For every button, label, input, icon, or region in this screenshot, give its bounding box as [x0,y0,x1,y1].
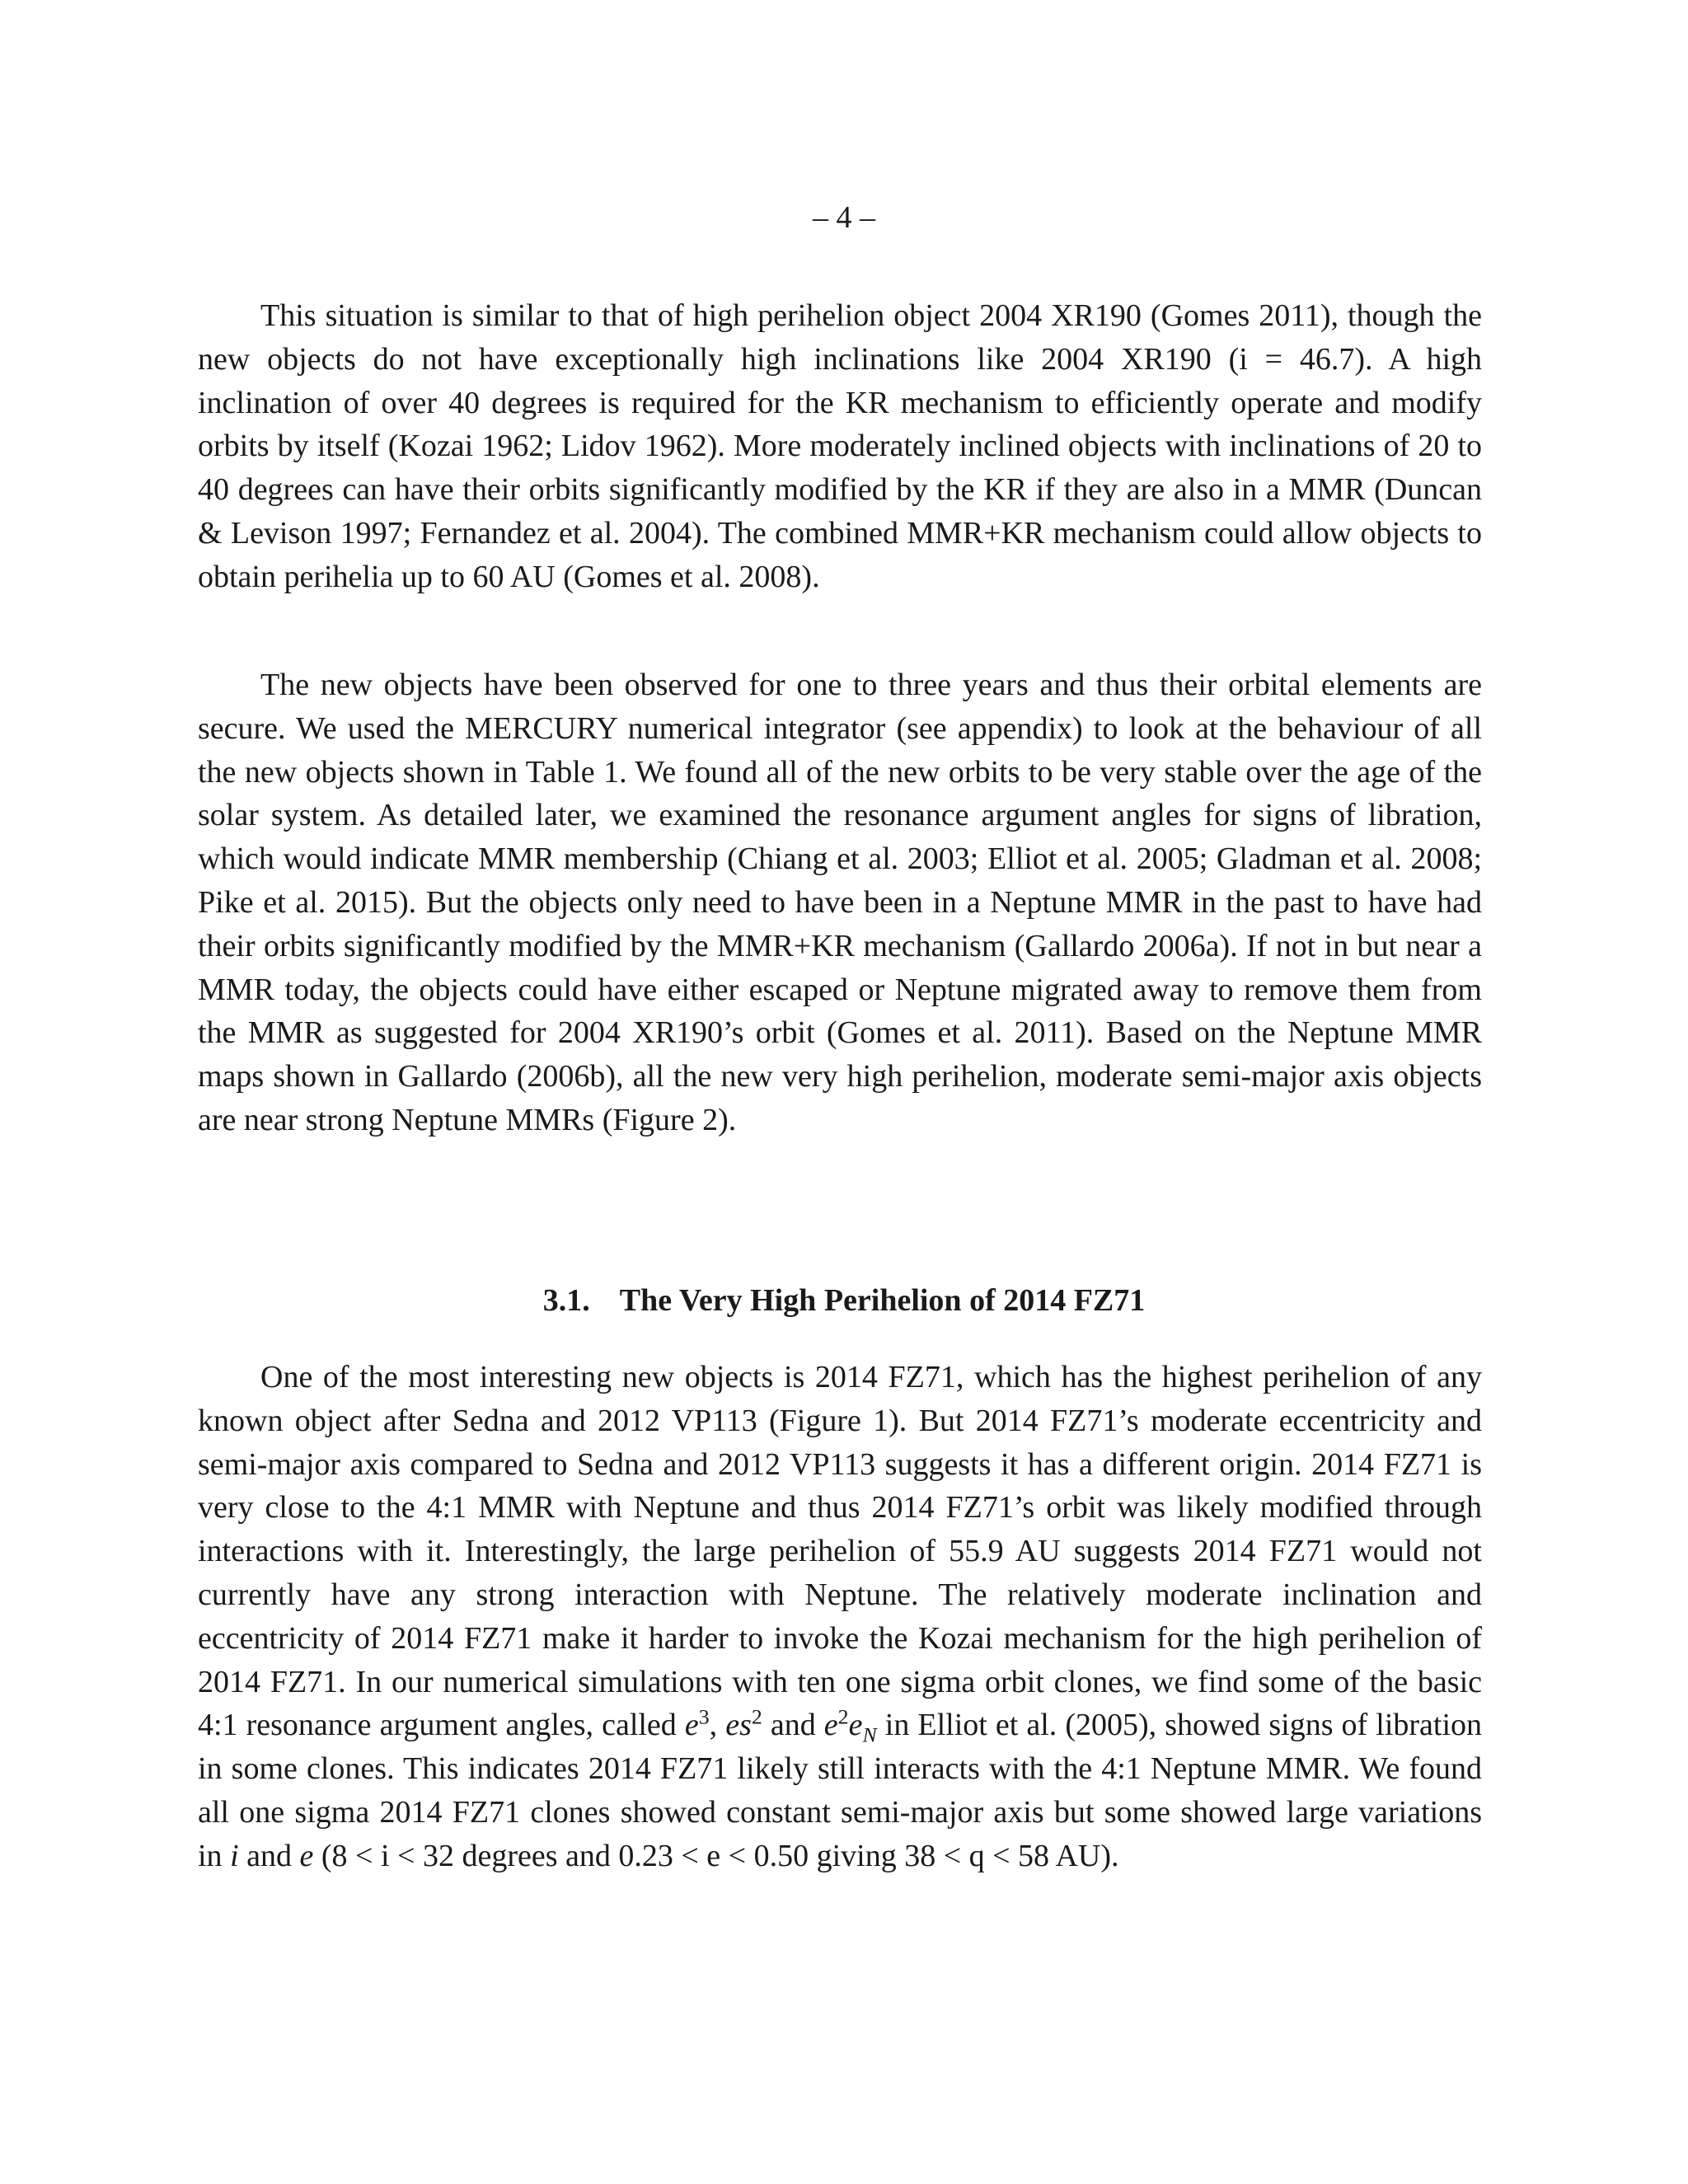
paragraph-text: in Elliot et al. (2005), showed signs of libration in some clones. This indicates 2014 FZ71 likely still interacts with the 4:1 Neptune MMR. We found all one sigma 2014 FZ71 clones showed constant semi-major axis but some showed large variations in [198,1708,1483,1873]
body-paragraph: One of the most interesting new objects is 2014 FZ71, which has the highest perihelion of any known object after Sedna and 2012 VP113 (Figure 1). But 2014 FZ71’s moderate eccentricity and semi-major axis compared to Sedna and 2012 VP113 suggests it has a different origin. 2014 FZ71 is very close to the 4:1 MMR with Neptune and thus 2014 FZ71’s orbit was likely modified through interactions with it. Interestingly, the large perihelion of 55.9 AU suggests 2014 FZ71 would not currently have any strong interaction with Neptune. The relatively moderate inclination and eccentricity of 2014 FZ71 make it harder to invoke the Kozai mechanism for the high perihelion of 2014 FZ71. In our numerical simulations with ten one sigma orbit clones, we find some of the basic 4:1 resonance argument angles, called $e^3$, $es^2$ and $e^2e_N$ in Elliot et al. (2005), showed signs of libration in some clones. This indicates 2014 FZ71 likely still interacts with the 4:1 Neptune MMR. We found all one sigma 2014 FZ71 clones showed constant semi-major axis but some showed large variations in i and e (8 < i < 32 degrees and 0.23 < e < 0.50 giving 38 < q < 58 AU). [198,1360,1483,1873]
section-number: 3.1. [542,1283,590,1318]
paragraph-text: One of the most interesting new objects is 2014 FZ71, which has the highest perihelion of any known object after Sedna and 2012 VP113 (Figure 1). But 2014 FZ71’s moderate eccentricity and semi-major axis compared to Sedna and 2012 VP113 suggests it has a different origin. 2014 FZ71 is very close to the 4:1 MMR with Neptune and thus 2014 FZ71’s orbit was likely modified through interactions with it. Interestingly, the large perihelion of 55.9 AU suggests 2014 FZ71 would not currently have any strong interaction with Neptune. The relatively moderate inclination and eccentricity of 2014 FZ71 make it harder to invoke the Kozai mechanism for the high perihelion of 2014 FZ71. In our numerical simulations with ten one sigma orbit clones, we find some of the basic 4:1 resonance argument angles, called [198,1360,1482,1743]
body-paragraph: This situation is similar to that of high perihelion object 2004 XR190 (Gomes 2011), though the new objects do not have exceptionally high inclinations like 2004 XR190 (i = 46.7). A high inclination of over 40 degrees is required for the KR mechanism to efficiently operate and modify orbits by itself (Kozai 1962; Lidov 1962). More moderately inclined objects with inclinations of 20 to 40 degrees can have their orbits significantly modified by the KR if they are also in a MMR (Duncan & Levison 1997; Fernandez et al. 2004). The combined MMR+KR mechanism could allow objects to obtain perihelia up to 60 AU (Gomes et al. 2008). [198,298,1482,594]
body-paragraph: The new objects have been observed for one to three years and thus their orbital elements are secure. We used the MERCURY numerical integrator (see appendix) to look at the behaviour of all the new objects shown in Table 1. We found all of the new orbits to be very stable over the age of the solar system. As detailed later, we examined the resonance argument angles for signs of libration, which would indicate MMR membership (Chiang et al. 2003; Elliot et al. 2005; Gladman et al. 2008; Pike et al. 2015). But the objects only need to have been in a Neptune MMR in the past to have had their orbits significantly modified by the MMR+KR mechanism (Gallardo 2006a). If not in but near a MMR today, the objects could have either escaped or Neptune migrated away to remove them from the MMR as suggested for 2004 XR190’s orbit (Gomes et al. 2011). Based on the Neptune MMR maps shown in Gallardo (2006b), all the new very high perihelion, moderate semi-major axis objects are near strong Neptune MMRs (Figure 2). [198,668,1482,1137]
section-title: The Very High Perihelion of 2014 FZ71 [619,1283,1146,1318]
section-heading [0,1279,1688,1322]
paragraph-text: (8 < i < 32 degrees and 0.23 < e < 0.50 giving 38 < q < 58 AU). [321,1838,1119,1873]
page-number: – 4 – [813,200,875,235]
